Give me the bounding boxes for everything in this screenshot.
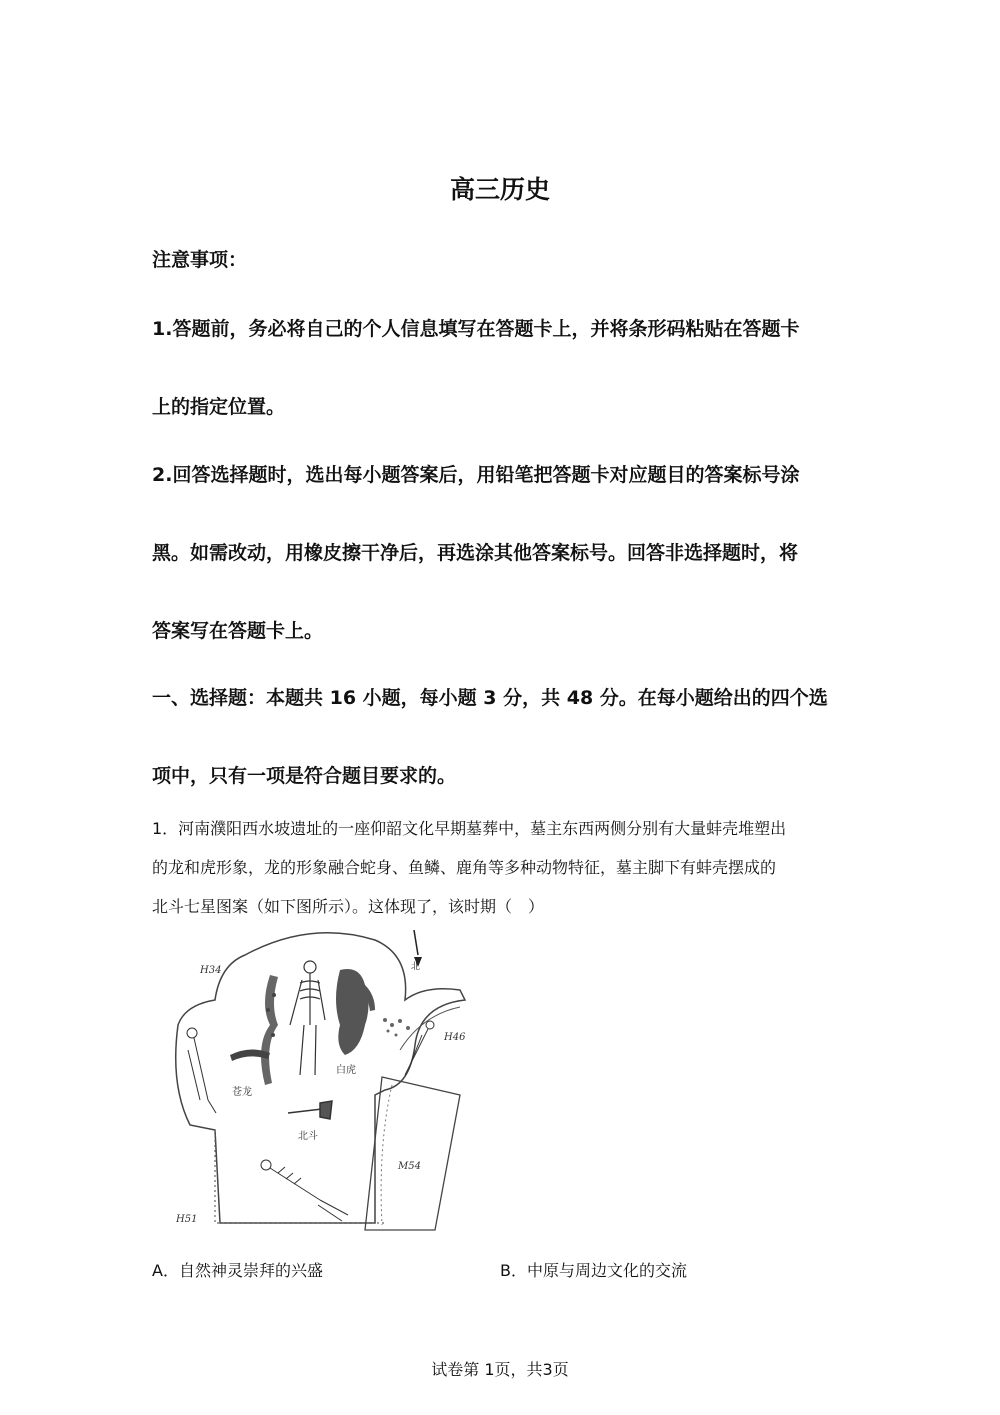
scattered-shells — [383, 1018, 410, 1037]
notice-line-2: 上的指定位置。 — [152, 396, 286, 418]
label-dragon: 苍龙 — [232, 1087, 252, 1098]
page-title: 高三历史 — [449, 175, 550, 204]
tomb-outline — [176, 933, 465, 1223]
page-footer: 试卷第 1页，共3页 — [431, 1360, 569, 1379]
tiger-shell-figure — [336, 969, 375, 1055]
label-h46: H46 — [444, 1032, 466, 1043]
option-b: B．中原与周边文化的交流 — [500, 1261, 687, 1280]
dipper-figure — [288, 1101, 332, 1119]
notice-line-1: 1.答题前，务必将自己的个人信息填写在答题卡上，并将条形码粘贴在答题卡 — [152, 318, 800, 340]
question-1-line-3: 北斗七星图案（如下图所示）。这体现了，该时期（ ） — [152, 897, 545, 916]
notice-line-3: 2.回答选择题时，选出每小题答案后，用铅笔把答题卡对应题目的答案标号涂 — [152, 464, 800, 486]
notice-line-5: 答案写在答题卡上。 — [152, 620, 324, 642]
section-heading-line-2: 项中，只有一项是符合题目要求的。 — [152, 765, 457, 787]
label-h51: H51 — [176, 1214, 198, 1225]
skeleton-south-icon — [261, 1160, 348, 1221]
pit-m54 — [365, 1077, 460, 1230]
skeleton-main-icon — [290, 961, 325, 1075]
skeleton-west-icon — [187, 1028, 216, 1113]
label-m54: M54 — [398, 1161, 421, 1172]
section-heading-line-1: 一、选择题：本题共 16 小题，每小题 3 分，共 48 分。在每小题给出的四个选 — [152, 687, 828, 709]
north-label: 北 — [411, 962, 421, 972]
label-tiger: 白虎 — [336, 1065, 356, 1076]
notice-line-4: 黑。如需改动，用橡皮擦干净后，再选涂其他答案标号。回答非选择题时，将 — [152, 542, 799, 564]
question-1-line-1: 1．河南濮阳西水坡遗址的一座仰韶文化早期墓葬中，墓主东西两侧分别有大量蚌壳堆塑出 — [152, 819, 787, 838]
notice-heading: 注意事项： — [152, 249, 248, 271]
burial-site-figure — [160, 925, 470, 1235]
option-a: A．自然神灵崇拜的兴盛 — [152, 1261, 323, 1280]
label-h34: H34 — [200, 965, 222, 976]
question-1-line-2: 的龙和虎形象，龙的形象融合蛇身、鱼鳞、鹿角等多种动物特征，墓主脚下有蚌壳摆成的 — [152, 858, 777, 877]
dragon-shell-figure — [230, 975, 278, 1085]
north-arrow-icon — [414, 930, 418, 955]
label-dipper: 北斗 — [298, 1131, 318, 1142]
